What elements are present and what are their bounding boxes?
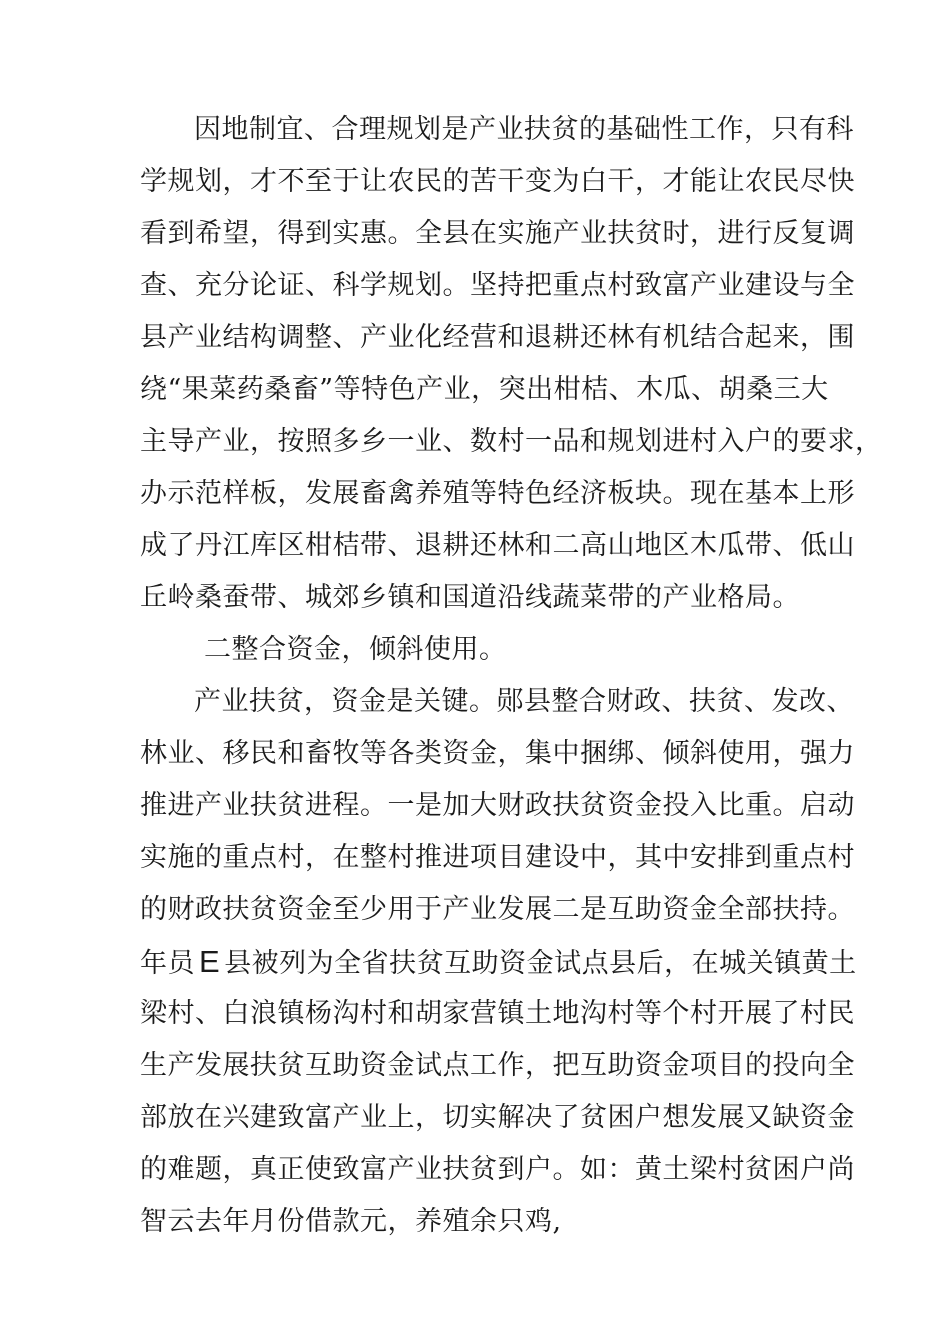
paragraph-line: 产业扶贫，资金是关键。郧县整合财政、扶贫、发改、	[194, 686, 854, 717]
section-heading: 二整合资金，倾斜使用。	[204, 634, 507, 665]
paragraph-line: 的难题，真正使致富产业扶贫到户。如：黄土梁村贫困户尚	[140, 1154, 855, 1185]
paragraph-line: 看到希望，得到实惠。全县在实施产业扶贫时，进行反复调	[140, 218, 855, 249]
paragraph-line-with-glyph	[140, 936, 857, 988]
paragraph-line: 查、充分论证、科学规划。坚持把重点村致富产业建设与全	[140, 270, 855, 301]
line-text-after: 县被列为全省扶贫互助资金试点县后，在城关镇黄土	[224, 948, 857, 979]
paragraph-line: 梁村、白浪镇杨沟村和胡家营镇土地沟村等个村开展了村民	[140, 998, 855, 1029]
paragraph-line: 主导产业，按照多乡一业、数村一品和规划进村入户的要求，	[140, 426, 883, 457]
paragraph-line: 因地制宜、合理规划是产业扶贫的基础性工作，只有科	[194, 114, 854, 145]
paragraph-line: 县产业结构调整、产业化经营和退耕还林有机结合起来，围	[140, 322, 855, 353]
paragraph-line: 生产发展扶贫互助资金试点工作，把互助资金项目的投向全	[140, 1050, 855, 1081]
stray-e-glyph: E	[199, 944, 221, 979]
paragraph-line: 丘岭桑蚕带、城郊乡镇和国道沿线蔬菜带的产业格局。	[140, 582, 800, 613]
paragraph-line: 推进产业扶贫进程。一是加大财政扶贫资金投入比重。启动	[140, 790, 855, 821]
paragraph-line: 实施的重点村，在整村推进项目建设中，其中安排到重点村	[140, 842, 855, 873]
paragraph-line: 成了丹江库区柑桔带、退耕还林和二高山地区木瓜带、低山	[140, 530, 855, 561]
line-text-before: 年员	[140, 948, 195, 979]
document-body	[140, 104, 883, 1248]
paragraph-line: 林业、移民和畜牧等各类资金，集中捆绑、倾斜使用，强力	[140, 738, 855, 769]
paragraph-line: 部放在兴建致富产业上，切实解决了贫困户想发展又缺资金	[140, 1102, 855, 1133]
paragraph-line: 绕“果菜药桑畜”等特色产业，突出柑桔、木瓜、胡桑三大	[140, 374, 829, 405]
paragraph-line: 办示范样板，发展畜禽养殖等特色经济板块。现在基本上形	[140, 478, 855, 509]
paragraph-line: 的财政扶贫资金至少用于产业发展二是互助资金全部扶持。	[140, 894, 855, 925]
paragraph-line: 学规划，才不至于让农民的苦干变为白干，才能让农民尽快	[140, 166, 855, 197]
paragraph-line: 智云去年月份借款元，养殖余只鸡,	[140, 1206, 562, 1237]
